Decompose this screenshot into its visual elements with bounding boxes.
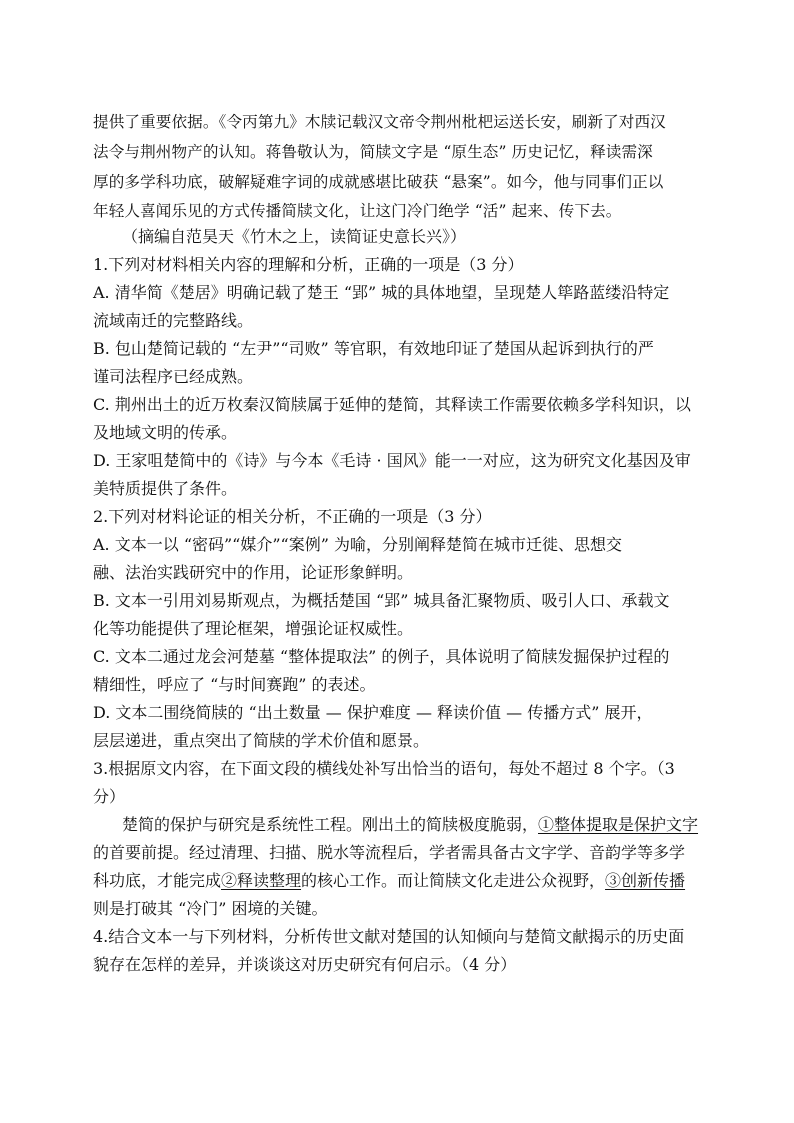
passage-line-4: 年轻人喜闻乐见的方式传播简牍文化，让这门冷门绝学 “活” 起来、传下去。 bbox=[93, 202, 622, 220]
q1-option-c-line-1: C. 荆州出土的近万枚秦汉简牍属于延伸的楚简，其释读工作需要依赖多学科知识，以 bbox=[93, 395, 691, 414]
q2-option-c-line-2: 精细性，呼应了 “与时间赛跑” 的表述。 bbox=[93, 675, 376, 694]
q1-option-c-line-2: 及地域文明的传承。 bbox=[93, 423, 238, 442]
q3-passage-line-2: 的首要前提。经过清理、扫描、脱水等流程后，学者需具备古文字学、音韵学等多学 bbox=[93, 843, 686, 862]
q3-passage-line-4: 则是打破其 “冷门” 困境的关键。 bbox=[93, 899, 328, 918]
q1-option-b-line-1: B. 包山楚简记载的 “左尹”“司败” 等官职，有效地印证了楚国从起诉到执行的严 bbox=[93, 339, 654, 358]
q1-option-a-line-1: A. 清华简《楚居》明确记载了楚王 “郢” 城的具体地望，呈现楚人筚路蓝缕沿特定 bbox=[93, 283, 670, 302]
q1-option-b-line-2: 谨司法程序已经成熟。 bbox=[93, 367, 254, 386]
q2-option-b-line-1: B. 文本一引用刘易斯观点，为概括楚国 “郢” 城具备汇聚物质、吸引人口、承载文 bbox=[93, 591, 670, 610]
q3-passage-line-3 bbox=[93, 869, 703, 893]
q3-blank-2: ②释读整理 bbox=[221, 871, 302, 890]
q1-option-d-line-1: D. 王家咀楚简中的《诗》与今本《毛诗 · 国风》能一一对应，这为研究文化基因及审 bbox=[93, 451, 691, 470]
q1-option-a-line-2: 流域南迁的完整路线。 bbox=[93, 311, 254, 330]
passage-line-1: 提供了重要依据。《令丙第九》木牍记载汉文帝令荆州枇杷运送长安，刷新了对西汉 bbox=[93, 113, 666, 131]
q2-option-d-line-2: 层层递进，重点突出了简牍的学术价值和愿景。 bbox=[93, 731, 430, 750]
q3-text: 的核心工作。而让简牍文化走进公众视野， bbox=[301, 871, 606, 890]
source-note: （摘编自范昊天《竹木之上，读简证史意长兴》） bbox=[122, 227, 467, 246]
q2-option-b-line-2: 化等功能提供了理论框架，增强论证权威性。 bbox=[93, 619, 414, 638]
q1-stem: 1.下列对材料相关内容的理解和分析，正确的一项是（3 分） bbox=[93, 255, 524, 274]
q3-passage-line-1 bbox=[122, 813, 703, 837]
q3-stem-line-2: 分） bbox=[93, 787, 126, 806]
q3-text: 楚简的保护与研究是系统性工程。刚出土的简牍极度脆弱， bbox=[122, 815, 539, 834]
q3-blank-1: ①整体提取是保护文字 bbox=[538, 815, 699, 834]
q3-blank-3: ③创新传播 bbox=[605, 871, 686, 890]
q4-stem-line-2: 貌存在怎样的差异，并谈谈这对历史研究有何启示。（4 分） bbox=[93, 955, 517, 974]
q2-option-d-line-1: D. 文本二围绕简牍的 “出土数量 — 保护难度 — 释读价值 — 传播方式” 展开， bbox=[93, 703, 653, 722]
q2-option-a-line-1: A. 文本一以 “密码”“媒介”“案例” 为喻，分别阐释楚简在城市迁徙、思想交 bbox=[93, 535, 622, 554]
q2-option-c-line-1: C. 文本二通过龙会河楚墓 “整体提取法” 的例子，具体说明了简牍发掘保护过程的 bbox=[93, 647, 670, 666]
q2-stem: 2.下列对材料论证的相关分析，不正确的一项是（3 分） bbox=[93, 507, 492, 526]
q2-option-a-line-2: 融、法治实践研究中的作用，论证形象鲜明。 bbox=[93, 563, 414, 582]
q3-stem-line-1: 3.根据原文内容，在下面文段的横线处补写出恰当的语句，每处不超过 8 个字。（3 bbox=[93, 759, 675, 778]
q4-stem-line-1: 4.结合文本一与下列材料，分析传世文献对楚国的认知倾向与楚简文献揭示的历史面 bbox=[93, 927, 685, 946]
q1-option-d-line-2: 美特质提供了条件。 bbox=[93, 479, 238, 498]
q3-text: 科功底，才能完成 bbox=[93, 871, 222, 890]
passage-line-3: 厚的多学科功底，破解疑难字词的成就感堪比破获 “悬案”。如今，他与同事们正以 bbox=[93, 173, 664, 191]
passage-line-2: 法令与荆州物产的认知。蒋鲁敬认为，简牍文字是 “原生态” 历史记忆，释读需深 bbox=[93, 143, 653, 161]
